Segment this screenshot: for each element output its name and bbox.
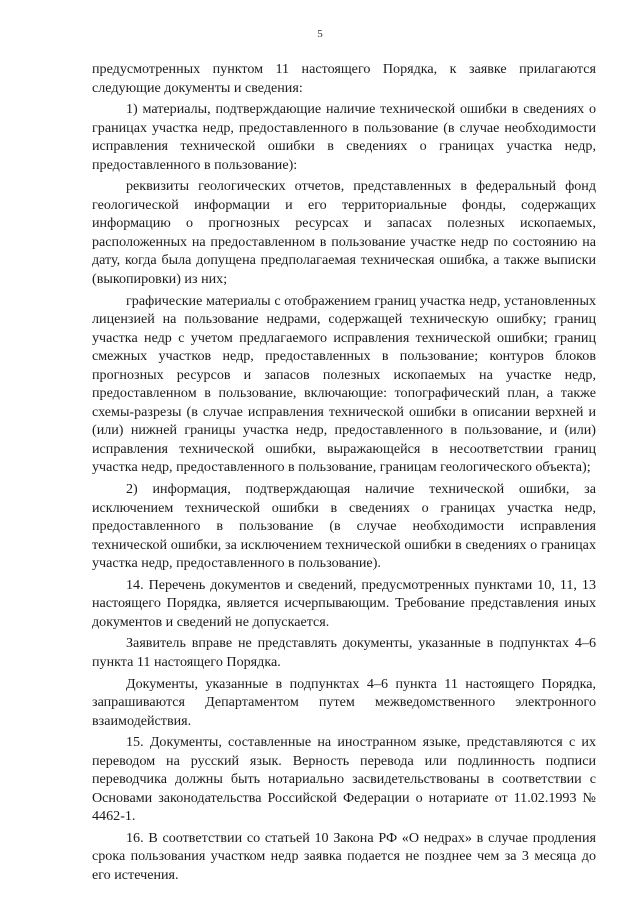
paragraph-item-2: 2) информация, подтверждающая наличие технической ошибки, за исключением технической ошибки в сведениях о границах участка недр, предоставленного в пользование (в случае необходимости исправления технической ошибки, за исключением технической ошибки в сведениях о границах участка недр, предоставленного в пользование). <box>92 481 596 572</box>
paragraph-section-14: 14. Перечень документов и сведений, предусмотренных пунктами 10, 11, 13 настоящего Порядка, является исчерпывающим. Требование представления иных документов и сведений не допускается. <box>92 576 596 630</box>
paragraph-section-15: 15. Документы, составленные на иностранном языке, представляются с их переводом на русский язык. Верность перевода или подлинность подписи переводчика должны быть нотариально засвидетельствованы в соответствии с Основами законодательства Российской Федерации о нотариате от 11.02.1993 № 4462-1. <box>92 734 596 825</box>
paragraph-item-1: 1) материалы, подтверждающие наличие технической ошибки в сведениях о границах участка недр, предоставленного в пользование (в случае необходимости исправления технической ошибки в сведениях о границах участка недр, предоставленного в пользование): <box>92 101 596 173</box>
paragraph-section-16: 16. В соответствии со статьей 10 Закона РФ «О недрах» в случае продления срока пользования участком недр заявка подается не позднее чем за 3 месяца до его истечения. <box>92 829 596 883</box>
page-number: 5 <box>317 28 323 40</box>
paragraph-interagency-request: Документы, указанные в подпунктах 4–6 пункта 11 настоящего Порядка, запрашиваются Департаментом путем межведомственного электронного взаимодействия. <box>92 675 596 729</box>
document-body <box>92 60 596 888</box>
paragraph-graphic-materials: графические материалы с отображением границ участка недр, установленных лицензией на пользование недрами, содержащей техническую ошибку; границ участка недр с учетом предлагаемого исправления технической ошибки; границ смежных участков недр, предоставленных в пользование; контуров блоков прогнозных ресурсов и запасов полезных ископаемых на участке недр, предоставленном в пользование, включающие: топографический план, а также схемы-разрезы (в случае исправления технической ошибки в описании верхней и (или) нижней границы участка недр, предоставленного в пользование, и (или) исправления технической ошибки, выражающейся в несоответствии границ участка недр, предоставленного в пользование, границам геологического объекта); <box>92 292 596 476</box>
paragraph-continuation: предусмотренных пунктом 11 настоящего Порядка, к заявке прилагаются следующие документы и сведения: <box>92 61 596 96</box>
paragraph-geological-reports: реквизиты геологических отчетов, представленных в федеральный фонд геологической информации и его территориальные фонды, содержащих информацию о прогнозных ресурсах и запасах полезных ископаемых, расположенных на предоставленном в пользование участке недр по состоянию на дату, когда была допущена предполагаемая техническая ошибка, а также выписки (выкопировки) из них; <box>92 178 596 288</box>
paragraph-applicant-right: Заявитель вправе не представлять документы, указанные в подпунктах 4–6 пункта 11 настоящего Порядка. <box>92 635 596 670</box>
